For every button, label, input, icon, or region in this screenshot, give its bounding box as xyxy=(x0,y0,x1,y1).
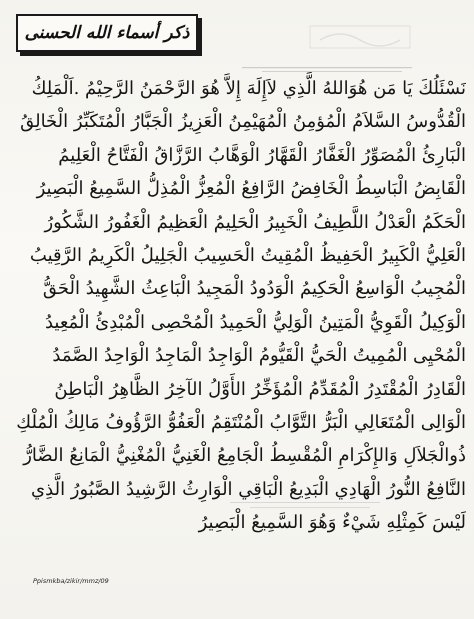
text-line: الْمُحْيِى الْمُمِيتُ الْحَيُّ الْقَيُّومُ الْوَاجِدُ الْمَاجِدُ الْوَاحِدُ الصَّمَدُ xyxy=(52,345,466,367)
text-line: الْوَكِيلُ الْقَوِيُّ الْمَتِينُ الْوَلِيُّ الْحَمِيدُ الْمُحْصِى الْمُبْدِئُ الْمُعِيدُ xyxy=(44,311,466,333)
faded-background-logo xyxy=(300,22,420,52)
text-line: لَيْسَ كَمِثْلِهِ شَيْءٌ وَهُوَ السَّمِيعُ الْبَصِيرُ xyxy=(198,512,466,534)
text-line: نَسْئَلُكَ يَا مَن هُوَاللهُ الَّذِي لاَإِلَهَ إِلاَّ هُوَ الرَّحْمَنُ الرَّحِيْمُ .اَلْمَلِكُ xyxy=(31,78,466,99)
text-line: ذُوالْجَلاَلِ وَالإِكْرَامِ الْمُقْسِطُ الْجَامِعُ الْغَنِيُّ الْمُغْنِيُّ الْمَانِعُ الضَّارُّ xyxy=(23,445,466,467)
text-line: الْقَابِضُ الْبَاسِطُ الْخَافِضُ الرَّافِعُ الْمُعِزُّ الْمُذِلُّ السَّمِيعُ الْبَصِيرُ xyxy=(36,178,466,200)
footer-reference-code: Ppismkba/zikir/mmz/09 xyxy=(33,577,109,585)
text-line: الْمُجِيبُ الْوَاسِعُ الْحَكِيمُ الْوَدُودُ الْمَجِيدُ الْبَاعِثُ الشَّهِيدُ الْحَقُّ xyxy=(42,278,466,300)
text-line: الْقَادِرُ الْمُقْتَدِرُ الْمُقَدِّمُ الْمُؤَخِّرُ الأَوَّلُ الآخِرُ الظَّاهِرُ الْبَاطِنُ xyxy=(54,378,466,400)
text-line: الْحَكَمُ الْعَدْلُ اللَّطِيفُ الْخَبِيرُ الْحَلِيمُ الْعَظِيمُ الْغَفُورُ الشَّكُورُ xyxy=(44,211,466,233)
text-line: النَّافِعُ النُّورُ الْهَادِي الْبَدِيعُ الْبَاقِي الْوَارِثُ الرَّشِيدُ الصَّبُورُ الَّذِي xyxy=(31,478,466,500)
title-box xyxy=(16,14,198,52)
text-line: الْبَارِئُ الْمُصَوِّرُ الْغَفَّارُ الْقَهَّارُ الْوَهَّابُ الرَّزَّاقُ الْفَتَّاحُ الْعَلِيمُ xyxy=(58,144,466,166)
document-title: ذكر أسماء الله الحسنى xyxy=(24,23,190,43)
text-line: الْعَلِيُّ الْكَبِيرُ الْحَفِيظُ الْمُقِيتُ الْحَسِيبُ الْجَلِيلُ الْكَرِيمُ الرَّقِيبُ xyxy=(29,244,466,266)
text-line: الْقُدُّوسُ السَّلاَمُ الْمُؤمِنُ الْمُهَيْمِنُ الْعَزِيزُ الْجَبَّارُ الْمُتَكَبِّرُ الْخَالِقُ xyxy=(20,111,466,133)
asmaul-husna-text xyxy=(12,72,466,539)
text-line: الْوَالِى الْمُتَعَالِي الْبَرُّ التَّوَّابُ الْمُنْتَقِمُ الْعَفُوُّ الرَّؤُوفُ مَالِكُ الْمُلْكِ xyxy=(16,411,466,433)
bleed-through-text-lower xyxy=(200,500,410,512)
